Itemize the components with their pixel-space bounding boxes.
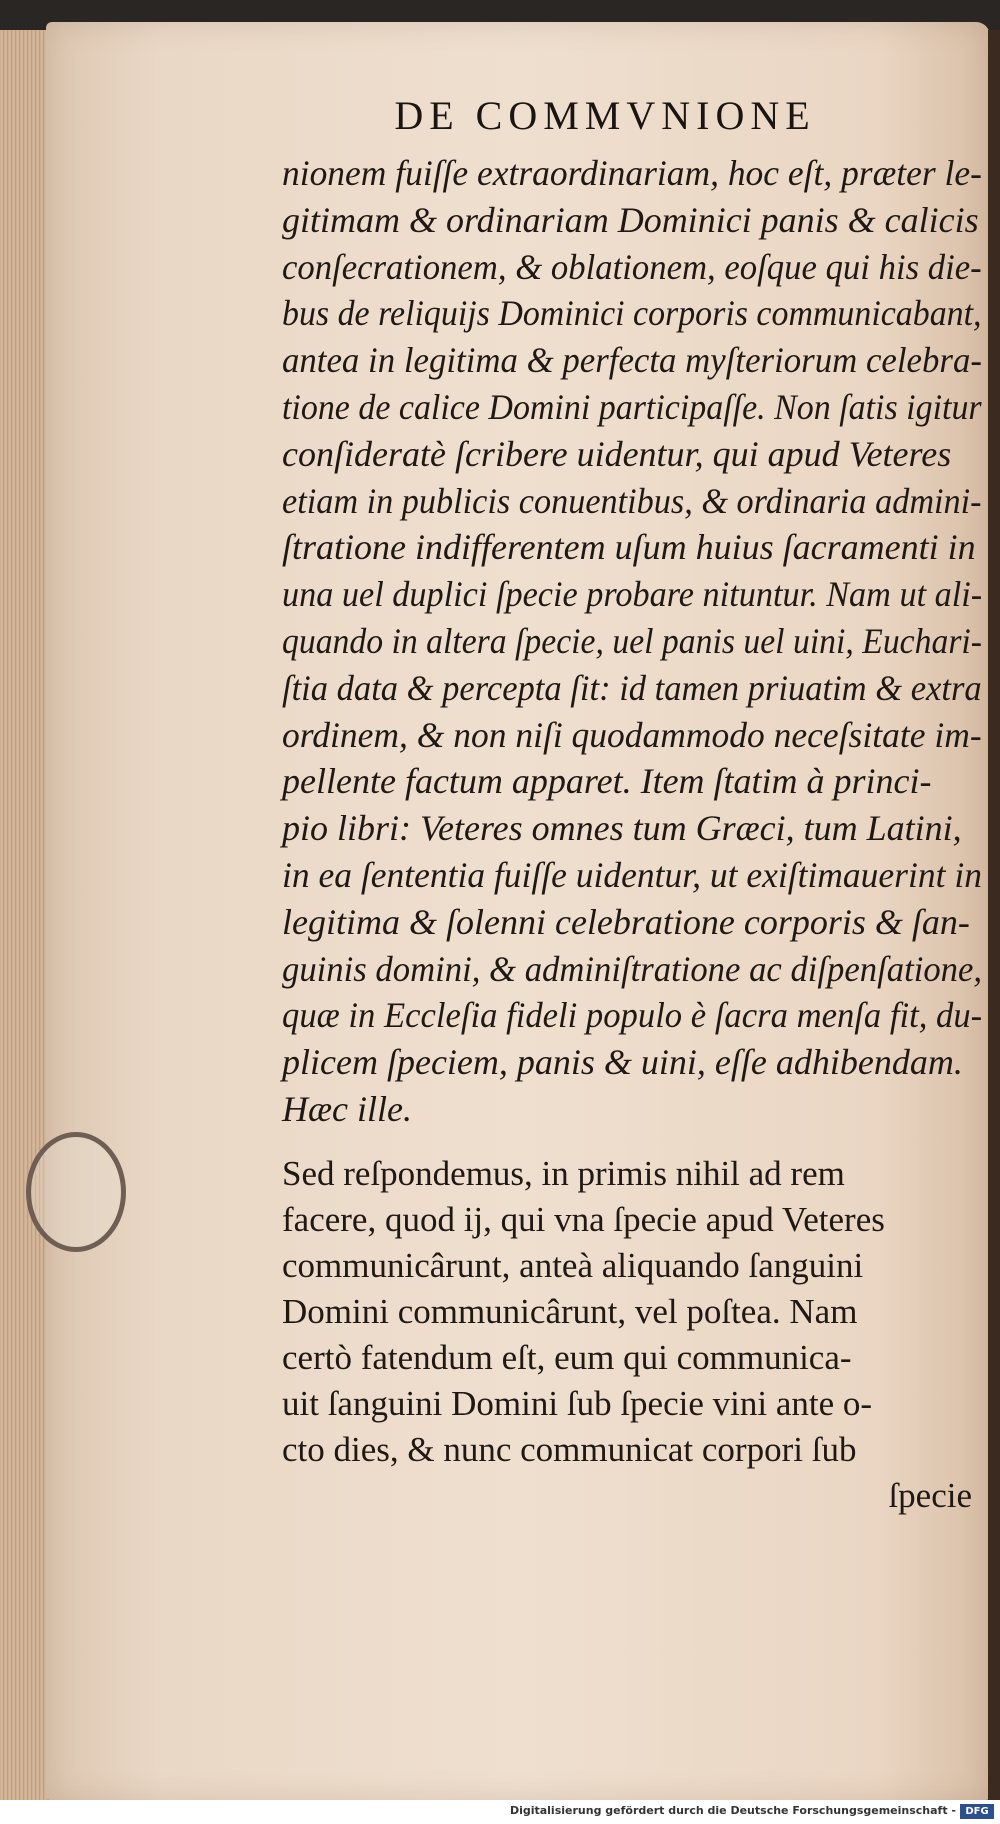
text-line: guinis domini, & adminiſtratione ac diſpenſatione, [282, 948, 983, 989]
next-page-edge [988, 30, 1000, 1800]
paragraph-roman [282, 1151, 982, 1473]
text-line: ordinem, & non niſi quodammodo neceſsitate im- [282, 714, 982, 755]
text-line: gitimam & ordinariam Dominici panis & calicis [282, 199, 979, 240]
text-line: ſtratione indifferentem uſum huius ſacramenti in [282, 527, 976, 568]
text-line: facere, quod ij, qui vna ſpecie apud Veteres [282, 1199, 885, 1239]
text-line: legitima & ſolenni celebratione corporis & ſan- [282, 901, 970, 942]
clip-holder [26, 1132, 126, 1252]
text-line: certò fatendum eſt, eum qui communica- [282, 1337, 852, 1377]
text-line: Sed reſpondemus, in primis nihil ad rem [282, 1153, 845, 1193]
text-line: tione de calice Domini participaſſe. Non ſatis igitur [282, 386, 982, 427]
text-line: bus de reliquijs Dominici corporis communicabant, [282, 293, 982, 334]
text-line: nionem fuiſſe extraordinariam, hoc eſt, præter le- [282, 153, 982, 193]
dfg-logo: DFG [960, 1804, 994, 1819]
text-line: antea in legitima & perfecta myſteriorum celebra- [282, 340, 982, 381]
text-block [282, 150, 982, 1520]
page-stack-edge [0, 30, 50, 1800]
digitization-credit: Digitalisierung gefördert durch die Deutsche Forschungsgemeinschaft - [509, 1804, 956, 1817]
text-line: uit ſanguini Domini ſub ſpecie vini ante o- [282, 1383, 873, 1423]
paragraph-italic [282, 150, 982, 1133]
text-line: etiam in publicis conuentibus, & ordinaria admini- [282, 480, 982, 521]
text-line: quando in altera ſpecie, uel panis uel uini, Euchari- [282, 620, 983, 661]
text-line: Domini communicârunt, vel poſtea. Nam [282, 1291, 858, 1331]
running-header: DE COMMVNIONE [394, 93, 816, 138]
text-line: conſideratè ſcribere uidentur, qui apud Veteres [282, 433, 952, 474]
footer-bar [0, 1800, 1000, 1824]
text-line: conſecrationem, & oblationem, eoſque qui his die- [282, 246, 982, 287]
text-line: cto dies, & nunc communicat corpori ſub [282, 1429, 857, 1469]
text-line: ſtia data & percepta ſit: id tamen priuatim & extra [282, 667, 982, 708]
text-line: pellente factum apparet. Item ſtatim à princi- [282, 761, 932, 802]
text-line: in ea ſententia fuiſſe uidentur, ut exiſtimauerint in [282, 854, 982, 895]
text-line: communicârunt, anteà aliquando ſanguini [282, 1245, 864, 1285]
text-line: Hæc ille. [282, 1088, 412, 1129]
text-line: pio libri: Veteres omnes tum Græci, tum Latini, [282, 808, 962, 849]
text-line: una uel duplici ſpecie probare nituntur. Nam ut ali- [282, 574, 983, 615]
text-line: quæ in Eccleſia fideli populo è ſacra menſa fit, du- [282, 995, 983, 1036]
catchword: ſpecie [888, 1475, 972, 1515]
text-line: plicem ſpeciem, panis & uini, eſſe adhibendam. [282, 1042, 963, 1083]
